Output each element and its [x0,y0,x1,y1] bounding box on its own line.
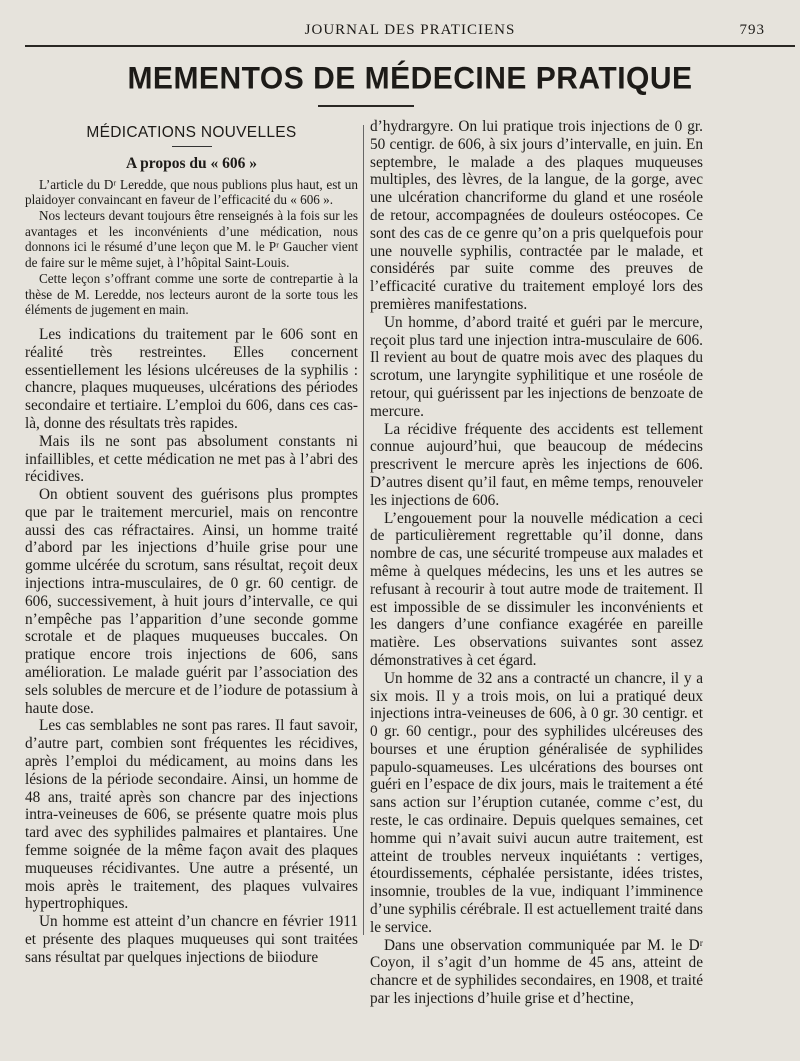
page-number: 793 [739,22,765,38]
left-column [25,118,358,967]
header-rule [25,45,795,47]
right-column [370,118,703,1008]
body-paragraph: L’engouement pour la nouvelle médication a ceci de particulièrement regrettable qu’il donne, dans nombre de cas, une sécurité trompeuse aux malades et même à quelques médecins, les uns et les autres se refusant à recourir à tout autre mode de traitement. Il est impossible de se dissimuler les inconvénients et les dangers d’une confiance exagérée en pareille matière. Les observations suivantes sont assez démonstratives à cet égard. [370,509,703,669]
running-head [25,18,795,42]
body-paragraph: Dans une observation communiquée par M. le Dʳ Coyon, il s’agit d’un homme de 45 ans, atteint de chancre et de syphilides secondaires, en 1908, et traité par les injections d’huile grise et d’hectine, [370,936,703,1008]
rubric-heading: MÉDICATIONS NOUVELLES [86,124,297,141]
body-paragraph: Mais ils ne sont pas absolument constants ni infaillibles, et cette médication ne met pas à l’abri des récidives. [25,432,358,486]
body-paragraph: La récidive fréquente des accidents est tellement connue aujourd’hui, que beaucoup de médecins prescrivent le mercure après les injections de 606. D’autres disent qu’il faut, en même temps, renouveler les injections de 606. [370,420,703,509]
intro-paragraph: L’article du Dʳ Leredde, que nous publions plus haut, est un plaidoyer convaincant en faveur de l’efficacité du « 606 ». [25,176,358,208]
body-paragraph: Un homme est atteint d’un chancre en février 1911 et présente des plaques muqueuses qui sont traitées sans résultat par quelques injections de biiodure [25,913,358,966]
body-paragraph: Un homme, d’abord traité et guéri par le mercure, reçoit plus tard une injection intra-musculaire de 606. Il revient au bout de quatre mois avec des plaques du scrotum, une laryngite syphilitique et une roséole de retour, qui guérissent par les injections de benzoate de mercure. [370,313,703,420]
journal-name: JOURNAL DES PRATICIENS [304,22,516,38]
body-paragraph: Les indications du traitement par le 606 sont en réalité très restreintes. Elles concernent essentiellement les lésions ulcéreuses de la syphilis : chancre, plaques muqueuses, ulcérations des périodes secondaire et tertiaire. L’emploi du 606, dans ces cas-là, donne des résultats très rapides. [25,325,358,432]
body-paragraph: d’hydrargyre. On lui pratique trois injections de 0 gr. 50 centigr. de 606, à six jours d’intervalle, en juin. En septembre, le malade a des plaques muqueuses multiples, des lèvres, de la langue, de la gorge, avec une ulcération chancriforme du gland et une roséole de retour, accompagnées de douleurs ostéocopes. Ce sont des cas de ce genre qu’on a pris quelquefois pour une nouvelle syphilis, contractée par le malade, et considérés par suite comme des preuves de l’efficacité curative du traitement employé lors des premières manifestations. [370,118,703,313]
editorial-intro [25,177,358,318]
intro-paragraph: Nos lecteurs devant toujours être renseignés à la fois sur les avantages et les inconvénients d’une médication, nous donnons ici le résumé d’une leçon que M. le Pʳ Gaucher vient de faire sur le même sujet, à l’hôpital Saint-Louis. [25,208,358,271]
column-separator [363,125,364,935]
intro-paragraph: Cette leçon s’offrant comme une sorte de contrepartie à la thèse de M. Leredde, nos lecteurs auront de la sorte tous les éléments de jugement en main. [25,270,358,318]
body-paragraph: Un homme de 32 ans a contracté un chancre, il y a six mois. Il y a trois mois, on lui a pratiqué deux injections intra-veineuses de 606, à 0 gr. 30 centigr. et 0 gr. 60 centigr., pour des syphilides ulcéreuses des bourses et une éruption généralisée de syphilides papulo-squameuses. Les ulcérations des bourses ont guéri en l’espace de dix jours, mais le traitement a été sans action sur l’éruption cutanée, comme c’est, du reste, le cas ordinaire. Depuis quelques semaines, cet homme qui n’avait suivi aucun autre traitement, est atteint de troubles nerveux inquiétants : vertiges, étourdissements, céphalée persistante, idées tristes, insomnie, troubles de la vue, indiquant l’imminence d’une syphilis cérébrale. Il est actuellement traité dans le service. [370,669,703,936]
article-subhead: A propos du « 606 » [125,154,258,172]
rubric-rule [172,146,212,147]
body-paragraph: Les cas semblables ne sont pas rares. Il faut savoir, d’autre part, combien sont fréquentes les récidives, après l’emploi du médicament, au moins dans les lésions de la période secondaire. Ainsi, un homme de 48 ans, traité après son chancre par des injections intra-veineuses de 606, se présente quatre mois plus tard avec des syphilides palmaires et plantaires. Une femme soignée de la même façon avait des plaques muqueuses récidivantes. Une autre a présenté, un mois après le traitement, des plaques vulvaires hypertrophiques. [25,717,358,913]
title-rule [318,105,414,107]
body-paragraph: On obtient souvent des guérisons plus promptes que par le traitement mercuriel, mais on rencontre aussi des cas réfractaires. Ainsi, un homme traité d’abord par les injections d’huile grise pour une gomme ulcérée du scrotum, sans résultat, reçoit deux injections intra-musculaires, de 0 gr. 60 centigr. de 606, successivement, à huit jours d’intervalle, ce qui n’empêche pas l’apparition d’une seconde gomme scrotale et de plaques muqueuses buccales. On pratique encore trois injections de 606, sans amélioration. Le malade guérit par l’association des sels solubles de mercure et de l’iodure de potassium à haute dose. [25,486,358,717]
section-title: MEMENTOS DE MÉDECINE PRATIQUE [127,61,693,96]
